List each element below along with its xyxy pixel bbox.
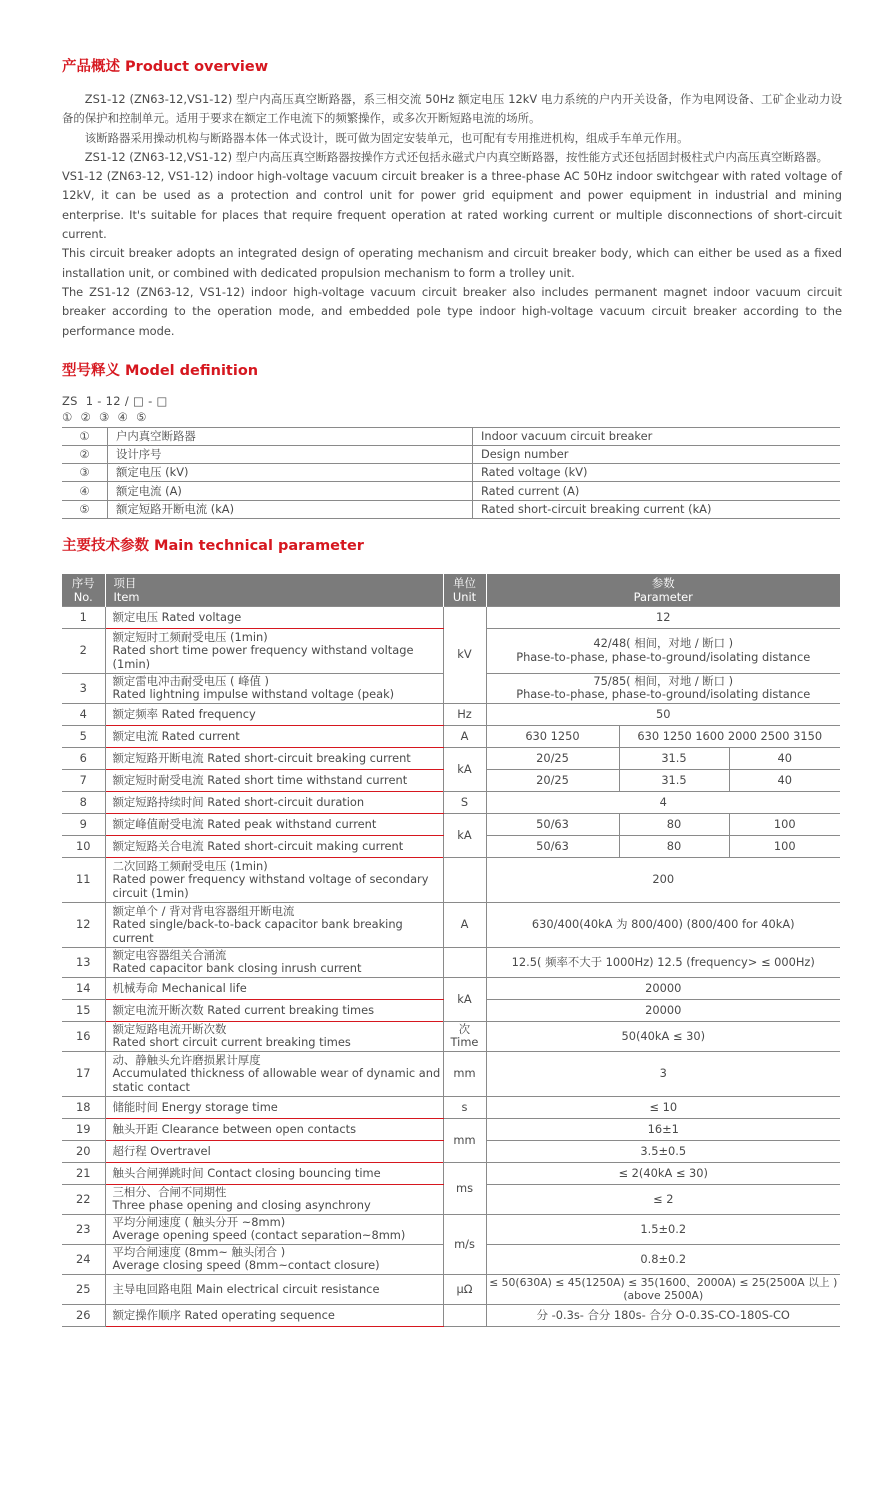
table-row <box>62 813 840 835</box>
row-unit: m/s <box>443 1214 486 1274</box>
row-unit: S <box>443 791 486 813</box>
row-value: 0.8±0.2 <box>486 1244 840 1274</box>
tech-header-row <box>62 574 840 607</box>
model-cn: 额定电流 (A) <box>108 482 473 500</box>
model-en: Rated current (A) <box>473 482 841 500</box>
model-row <box>62 446 840 464</box>
row-no: 25 <box>62 1274 105 1304</box>
overview-paragraph: This circuit breaker adopts an integrated design of operating mechanism and circuit breaker body, which can either be used as a fixed installation unit, or combined with dedicated propulsion mechanism to form a trolley unit. <box>62 246 842 280</box>
model-en: Rated voltage (kV) <box>473 464 841 482</box>
row-value-line: 42/48( 相间，对地 / 断口 ) <box>593 636 734 651</box>
row-no: 7 <box>62 769 105 791</box>
model-no: ④ <box>62 482 108 500</box>
row-item-cn: 动、静触头允许磨损累计厚度 <box>112 1052 261 1067</box>
row-no: 4 <box>62 703 105 725</box>
row-no: 26 <box>62 1304 105 1326</box>
row-unit: Hz <box>443 703 486 725</box>
model-row <box>62 427 840 445</box>
row-item <box>105 1021 443 1051</box>
row-item-en: Rated single/back-to-back capacitor bank breaking current <box>112 917 403 945</box>
row-item-cn: 三相分、合闸不同期性 <box>112 1184 227 1199</box>
row-item-en: Rated capacitor bank closing inrush current <box>112 961 362 976</box>
row-item <box>105 902 443 947</box>
row-value <box>486 628 840 673</box>
tech-title: 主要技术参数 Main technical parameter <box>62 537 364 554</box>
table-row <box>62 1021 840 1051</box>
table-row <box>62 902 840 947</box>
row-no: 19 <box>62 1118 105 1140</box>
table-row <box>62 1051 840 1096</box>
row-value: 630 1250 1600 2000 2500 3150 <box>619 725 840 747</box>
row-no: 17 <box>62 1051 105 1096</box>
model-no: ⑤ <box>62 500 108 518</box>
table-row <box>62 977 840 999</box>
row-no: 14 <box>62 977 105 999</box>
row-unit: μΩ <box>443 1274 486 1304</box>
row-item: 额定电压 Rated voltage <box>105 606 443 628</box>
table-row <box>62 947 840 977</box>
row-unit: mm <box>443 1118 486 1162</box>
row-item <box>105 857 443 902</box>
row-value: 50/63 <box>486 835 619 857</box>
row-no: 8 <box>62 791 105 813</box>
row-item: 储能时间 Energy storage time <box>105 1096 443 1118</box>
row-item: 机械寿命 Mechanical life <box>105 977 443 999</box>
row-item <box>105 673 443 703</box>
row-item <box>105 628 443 673</box>
row-item-cn: 额定短时工频耐受电压 (1min) <box>112 629 268 644</box>
row-value: ≤ 2(40kA ≤ 30) <box>486 1162 840 1184</box>
overview-paragraph: ZS1-12 (ZN63-12,VS1-12) 型户内高压真空断路器，系三相交流 50Hz 额定电压 12kV 电力系统的户内开关设备，作为电网设备、工矿企业动力设备的保护和控制单元。适用于要求在额定工作电流下的频繁操作，或多次开断短路电流的场所。 <box>62 92 842 126</box>
row-unit: A <box>443 725 486 747</box>
row-item-en: Rated lightning impulse withstand voltage (peak) <box>112 687 395 702</box>
row-item: 触头开距 Clearance between open contacts <box>105 1118 443 1140</box>
row-unit: ms <box>443 1162 486 1214</box>
row-value-line: 75/85( 相间，对地 / 断口 ) <box>593 673 734 688</box>
model-cn: 户内真空断路器 <box>108 427 473 445</box>
model-code <box>62 393 842 425</box>
row-unit: mm <box>443 1051 486 1096</box>
model-cn: 设计序号 <box>108 446 473 464</box>
model-title: 型号释义 Model definition <box>62 362 259 379</box>
row-item-en: Rated short circuit current breaking times <box>112 1035 351 1050</box>
row-item: 超行程 Overtravel <box>105 1140 443 1162</box>
row-no: 10 <box>62 835 105 857</box>
row-value: 31.5 <box>619 747 729 769</box>
row-item-en: Average opening speed (contact separation~8mm) <box>112 1228 406 1243</box>
row-value: 80 <box>619 835 729 857</box>
row-value: 20000 <box>486 999 840 1021</box>
row-no: 13 <box>62 947 105 977</box>
header-unit-en: Unit <box>452 589 477 604</box>
row-item <box>105 1214 443 1244</box>
row-value: 40 <box>729 769 840 791</box>
table-row <box>62 1304 840 1326</box>
row-no: 21 <box>62 1162 105 1184</box>
row-item: 额定短时耐受电流 Rated short time withstand current <box>105 769 443 791</box>
row-value: 80 <box>619 813 729 835</box>
overview-title: 产品概述 Product overview <box>62 59 269 75</box>
row-item: 额定电流开断次数 Rated current breaking times <box>105 999 443 1021</box>
table-row <box>62 703 840 725</box>
model-no: ① <box>62 427 108 445</box>
row-value <box>486 1274 840 1304</box>
model-row <box>62 464 840 482</box>
header-unit-cn: 单位 <box>453 575 476 590</box>
row-no: 1 <box>62 606 105 628</box>
row-unit: kA <box>443 813 486 857</box>
row-item: 额定频率 Rated frequency <box>105 703 443 725</box>
row-item: 触头合闸弹跳时间 Contact closing bouncing time <box>105 1162 443 1184</box>
header-item <box>105 574 443 607</box>
table-row <box>62 1118 840 1140</box>
row-unit <box>443 1304 486 1326</box>
row-value: ≤ 10 <box>486 1096 840 1118</box>
row-value-line: Phase-to-phase, phase-to-ground/isolating distance <box>516 687 811 702</box>
row-item <box>105 1051 443 1096</box>
row-value: 20/25 <box>486 747 619 769</box>
row-value: 40 <box>729 747 840 769</box>
model-table <box>62 427 840 519</box>
table-row <box>62 1096 840 1118</box>
row-value-line: ≤ 50(630A) ≤ 45(1250A) ≤ 35(1600、2000A) ≤ 25(2500A 以上 ) <box>489 1275 838 1289</box>
model-en: Indoor vacuum circuit breaker <box>473 427 841 445</box>
row-no: 24 <box>62 1244 105 1274</box>
row-value: 100 <box>729 813 840 835</box>
row-value: 20/25 <box>486 769 619 791</box>
table-row <box>62 791 840 813</box>
table-row <box>62 1274 840 1304</box>
row-no: 20 <box>62 1140 105 1162</box>
model-cn: 额定短路开断电流 (kA) <box>108 500 473 518</box>
overview-text <box>62 90 842 341</box>
row-value: 20000 <box>486 977 840 999</box>
header-unit <box>443 574 486 607</box>
row-value: 3.5±0.5 <box>486 1140 840 1162</box>
tech-table <box>62 574 840 1327</box>
row-no: 3 <box>62 673 105 703</box>
row-unit <box>443 947 486 977</box>
row-no: 12 <box>62 902 105 947</box>
row-value: 12 <box>486 606 840 628</box>
model-en: Design number <box>473 446 841 464</box>
row-value: 50(40kA ≤ 30) <box>486 1021 840 1051</box>
row-item-cn: 额定电容器组关合涌流 <box>112 947 227 962</box>
row-item: 额定短路关合电流 Rated short-circuit making current <box>105 835 443 857</box>
model-no: ③ <box>62 464 108 482</box>
row-item-cn: 平均分闸速度 ( 触头分开 ~8mm) <box>112 1214 286 1229</box>
row-item-en: Rated short time power frequency withstand voltage (1min) <box>112 643 414 671</box>
model-row <box>62 482 840 500</box>
row-item-en: Three phase opening and closing asynchrony <box>112 1198 371 1213</box>
row-value: 630/400(40kA 为 800/400) (800/400 for 40kA) <box>486 902 840 947</box>
document-page <box>62 56 842 1327</box>
header-param <box>486 574 840 607</box>
row-unit <box>443 857 486 902</box>
row-item <box>105 947 443 977</box>
row-no: 23 <box>62 1214 105 1244</box>
model-cn: 额定电压 (kV) <box>108 464 473 482</box>
row-unit: kA <box>443 977 486 1021</box>
row-item: 主导电回路电阻 Main electrical circuit resistance <box>105 1274 443 1304</box>
row-item: 额定短路持续时间 Rated short-circuit duration <box>105 791 443 813</box>
model-index-line: ① ② ③ ④ ⑤ <box>62 409 147 424</box>
row-no: 2 <box>62 628 105 673</box>
header-item-en: Item <box>113 589 140 604</box>
row-item-en: Average closing speed (8mm~contact closure) <box>112 1258 380 1273</box>
row-unit <box>443 1021 486 1051</box>
header-item-cn: 项目 <box>113 575 137 590</box>
header-no-cn: 序号 <box>71 575 95 590</box>
table-row <box>62 1162 840 1184</box>
header-param-cn: 参数 <box>651 575 675 590</box>
row-item: 额定短路开断电流 Rated short-circuit breaking current <box>105 747 443 769</box>
row-no: 5 <box>62 725 105 747</box>
row-no: 16 <box>62 1021 105 1051</box>
row-no: 6 <box>62 747 105 769</box>
model-en: Rated short-circuit breaking current (kA) <box>473 500 841 518</box>
model-no: ② <box>62 446 108 464</box>
row-value-line: (above 2500A) <box>623 1289 704 1303</box>
row-item-cn: 平均合闸速度 (8mm~ 触头闭合 ) <box>112 1244 286 1259</box>
model-code-line: ZS 1 - 12 / □ - □ <box>62 393 168 408</box>
table-row <box>62 747 840 769</box>
header-no-en: No. <box>73 589 93 604</box>
table-row <box>62 857 840 902</box>
row-item <box>105 1244 443 1274</box>
header-no <box>62 574 105 607</box>
row-item: 额定电流 Rated current <box>105 725 443 747</box>
row-no: 9 <box>62 813 105 835</box>
row-item-cn: 额定雷电冲击耐受电压 ( 峰值 ) <box>112 673 269 688</box>
row-no: 11 <box>62 857 105 902</box>
row-value: 200 <box>486 857 840 902</box>
overview-paragraph: 该断路器采用操动机构与断路器本体一体式设计，既可做为固定安装单元，也可配有专用推进机构，组成手车单元作用。 <box>84 130 689 145</box>
row-value: 100 <box>729 835 840 857</box>
row-item: 额定峰值耐受电流 Rated peak withstand current <box>105 813 443 835</box>
header-param-en: Parameter <box>633 589 693 604</box>
row-item-cn: 二次回路工频耐受电压 (1min) <box>112 858 268 873</box>
row-value: 4 <box>486 791 840 813</box>
table-row <box>62 606 840 628</box>
row-value: 630 1250 <box>486 725 619 747</box>
overview-paragraph: The ZS1-12 (ZN63-12, VS1-12) indoor high-voltage vacuum circuit breaker also includes permanent magnet indoor vacuum circuit breaker according to the operation mode, and embedded pole type indoor high-voltage vacuum circuit breaker according to the performance mode. <box>62 284 842 338</box>
row-value: ≤ 2 <box>486 1184 840 1214</box>
row-no: 18 <box>62 1096 105 1118</box>
row-unit: s <box>443 1096 486 1118</box>
row-value: 1.5±0.2 <box>486 1214 840 1244</box>
overview-paragraph: VS1-12 (ZN63-12, VS1-12) indoor high-voltage vacuum circuit breaker is a three-phase AC 50Hz indoor switchgear with rated voltage of 12kV, it can be used as a protection and control unit for power grid equipment and power equipment in industrial and mining enterprise. It's suitable for places that require frequent operation at rated working current or multiple disconnections of short-circuit current. <box>62 169 842 242</box>
row-item: 额定操作顺序 Rated operating sequence <box>105 1304 443 1326</box>
table-row <box>62 1214 840 1244</box>
row-value: 50 <box>486 703 840 725</box>
row-unit-cn: 次 <box>458 1021 471 1036</box>
row-no: 22 <box>62 1184 105 1214</box>
overview-paragraph: ZS1-12 (ZN63-12,VS1-12) 型户内高压真空断路器按操作方式还包括永磁式户内真空断路器，按性能方式还包括固封极柱式户内高压真空断路器。 <box>84 149 829 164</box>
row-value-line: Phase-to-phase, phase-to-ground/isolating distance <box>516 649 811 664</box>
table-row <box>62 725 840 747</box>
row-value: 31.5 <box>619 769 729 791</box>
row-value: 3 <box>486 1051 840 1096</box>
model-row <box>62 500 840 518</box>
row-value: 50/63 <box>486 813 619 835</box>
row-no: 15 <box>62 999 105 1021</box>
row-unit-en: Time <box>450 1035 479 1050</box>
row-value: 12.5( 频率不大于 1000Hz) 12.5 (frequency> ≤ 000Hz) <box>486 947 840 977</box>
row-value <box>486 673 840 703</box>
row-item-cn: 额定短路电流开断次数 <box>112 1021 227 1036</box>
row-unit: A <box>443 902 486 947</box>
row-unit: kV <box>443 606 486 703</box>
row-item <box>105 1184 443 1214</box>
row-item-cn: 额定单个 / 背对背电容器组开断电流 <box>112 903 295 918</box>
row-item-en: Accumulated thickness of allowable wear of dynamic and static contact <box>112 1066 441 1094</box>
row-value: 分 -0.3s- 合分 180s- 合分 O-0.3S-CO-180S-CO <box>486 1304 840 1326</box>
row-value: 16±1 <box>486 1118 840 1140</box>
row-item-en: Rated power frequency withstand voltage of secondary circuit (1min) <box>112 872 429 900</box>
row-unit: kA <box>443 747 486 791</box>
